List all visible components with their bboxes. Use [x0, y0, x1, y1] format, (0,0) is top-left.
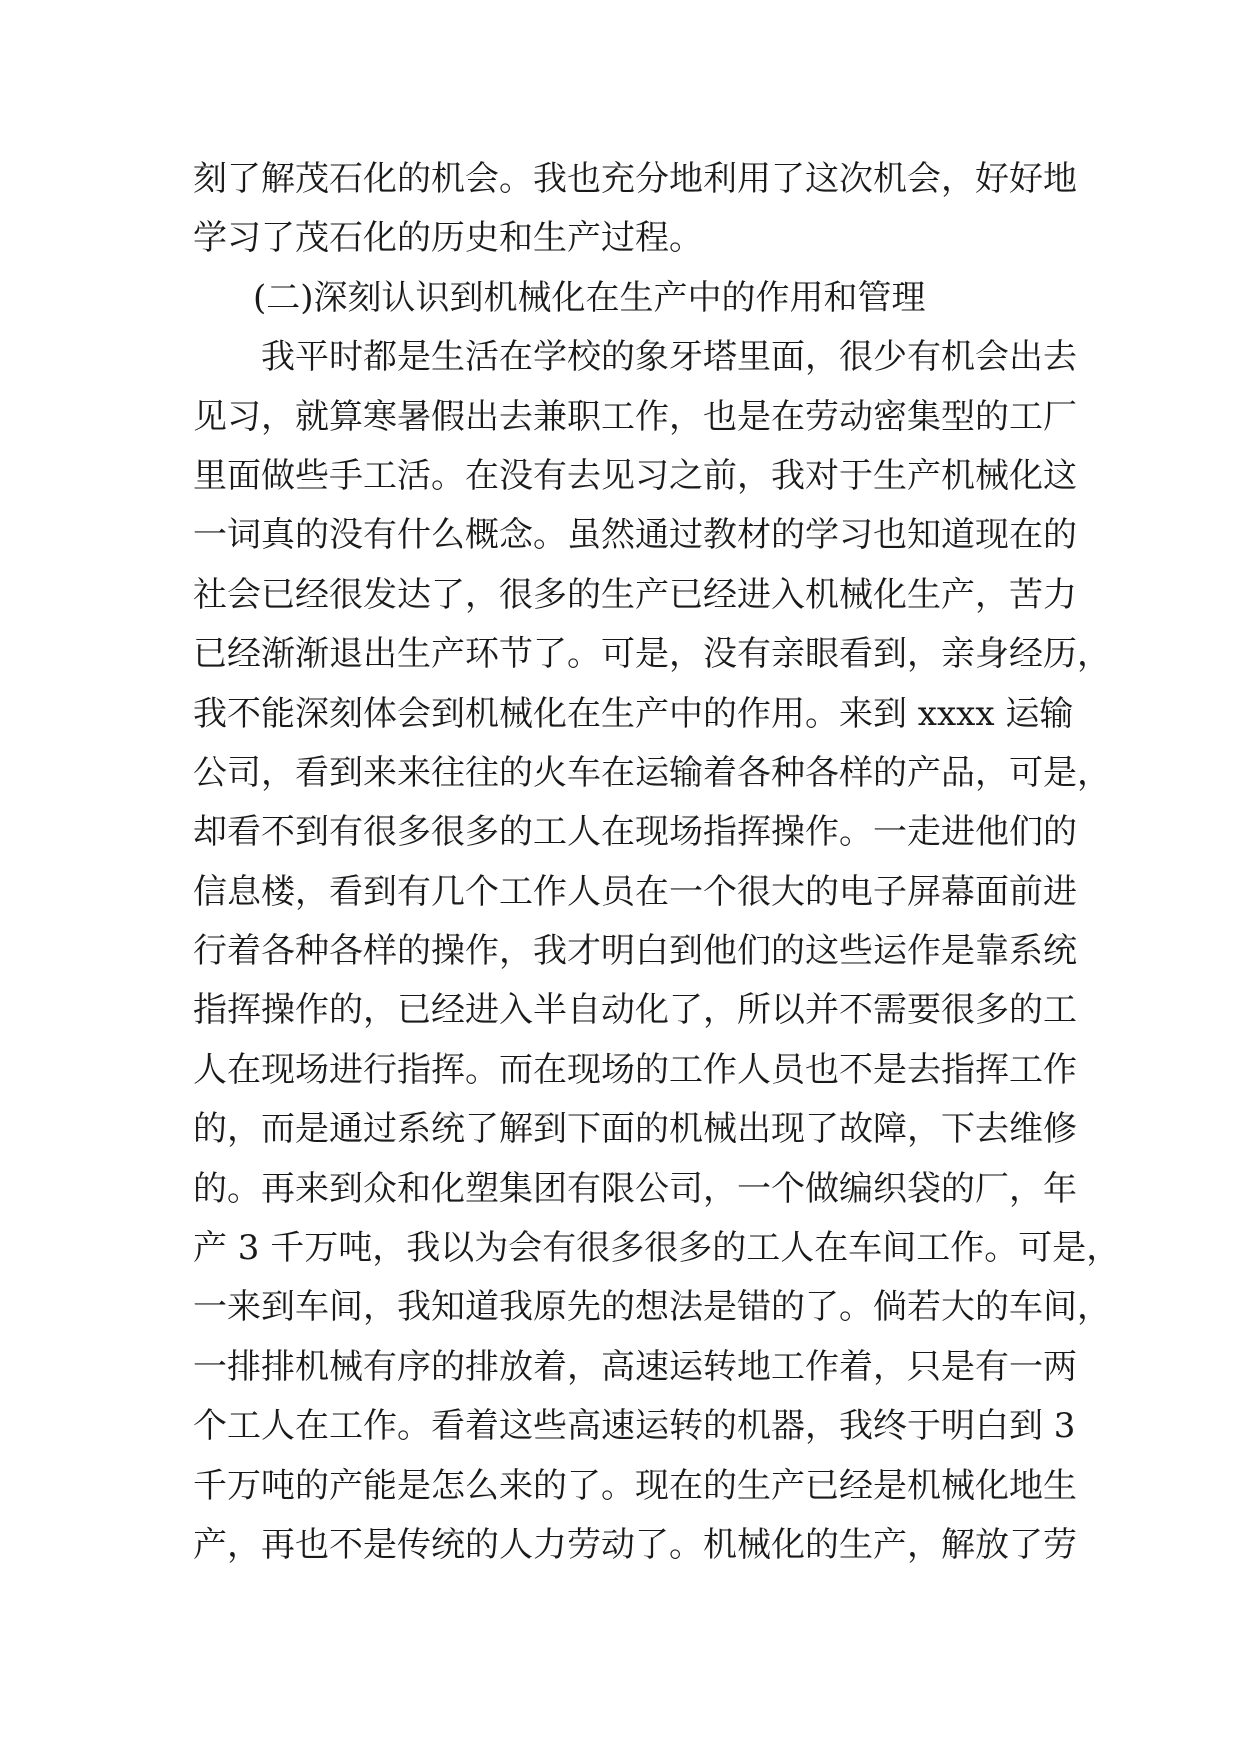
- text-line: 我不能深刻体会到机械化在生产中的作用。来到 xxxx 运输: [193, 693, 1074, 734]
- text-line: 一词真的没有什么概念。虽然通过教材的学习也知道现在的: [193, 515, 1077, 556]
- text-line: 刻了解茂石化的机会。我也充分地利用了这次机会，好好地: [193, 159, 1077, 199]
- text-line: 社会已经很发达了，很多的生产已经进入机械化生产，苦力: [193, 574, 1077, 615]
- text-line: 一排排机械有序的排放着，高速运转地工作着，只是有一两: [193, 1346, 1077, 1387]
- text-line: 里面做些手工活。在没有去见习之前，我对于生产机械化这: [193, 455, 1077, 496]
- text-line: 我平时都是生活在学校的象牙塔里面，很少有机会出去: [261, 337, 1077, 378]
- text-line: 信息楼，看到有几个工作人员在一个很大的电子屏幕面前进: [193, 871, 1077, 912]
- text-line: 见习，就算寒暑假出去兼职工作，也是在劳动密集型的工厂: [193, 396, 1077, 437]
- text-line: 人在现场进行指挥。而在现场的工作人员也不是去指挥工作: [193, 1049, 1077, 1090]
- section-heading: (二)深刻认识到机械化在生产中的作用和管理: [253, 277, 926, 318]
- text-line: 却看不到有很多很多的工人在现场指挥操作。一走进他们的: [193, 812, 1077, 853]
- text-line: 一来到车间，我知道我原先的想法是错的了。倘若大的车间，: [193, 1287, 1111, 1328]
- text-line: 已经渐渐退出生产环节了。可是，没有亲眼看到，亲身经历，: [193, 634, 1111, 675]
- text-line: 公司，看到来来往往的火车在运输着各种各样的产品，可是，: [193, 752, 1111, 793]
- text-line: 产，再也不是传统的人力劳动了。机械化的生产，解放了劳: [193, 1524, 1077, 1565]
- text-line: 行着各种各样的操作，我才明白到他们的这些运作是靠系统: [193, 931, 1077, 972]
- body-text: [193, 150, 1121, 1575]
- text-line: 的，而是通过系统了解到下面的机械出现了故障，下去维修: [193, 1109, 1077, 1150]
- text-line: 个工人在工作。看着这些高速运转的机器，我终于明白到 3: [193, 1406, 1076, 1447]
- text-line: 的。再来到众和化塑集团有限公司，一个做编织袋的厂，年: [193, 1168, 1077, 1209]
- text-line: 学习了茂石化的历史和生产过程。: [193, 218, 703, 259]
- text-line: 千万吨的产能是怎么来的了。现在的生产已经是机械化地生: [193, 1465, 1077, 1506]
- text-line: 产 3 千万吨，我以为会有很多很多的工人在车间工作。可是，: [193, 1228, 1121, 1269]
- text-line: 指挥操作的，已经进入半自动化了，所以并不需要很多的工: [193, 990, 1077, 1031]
